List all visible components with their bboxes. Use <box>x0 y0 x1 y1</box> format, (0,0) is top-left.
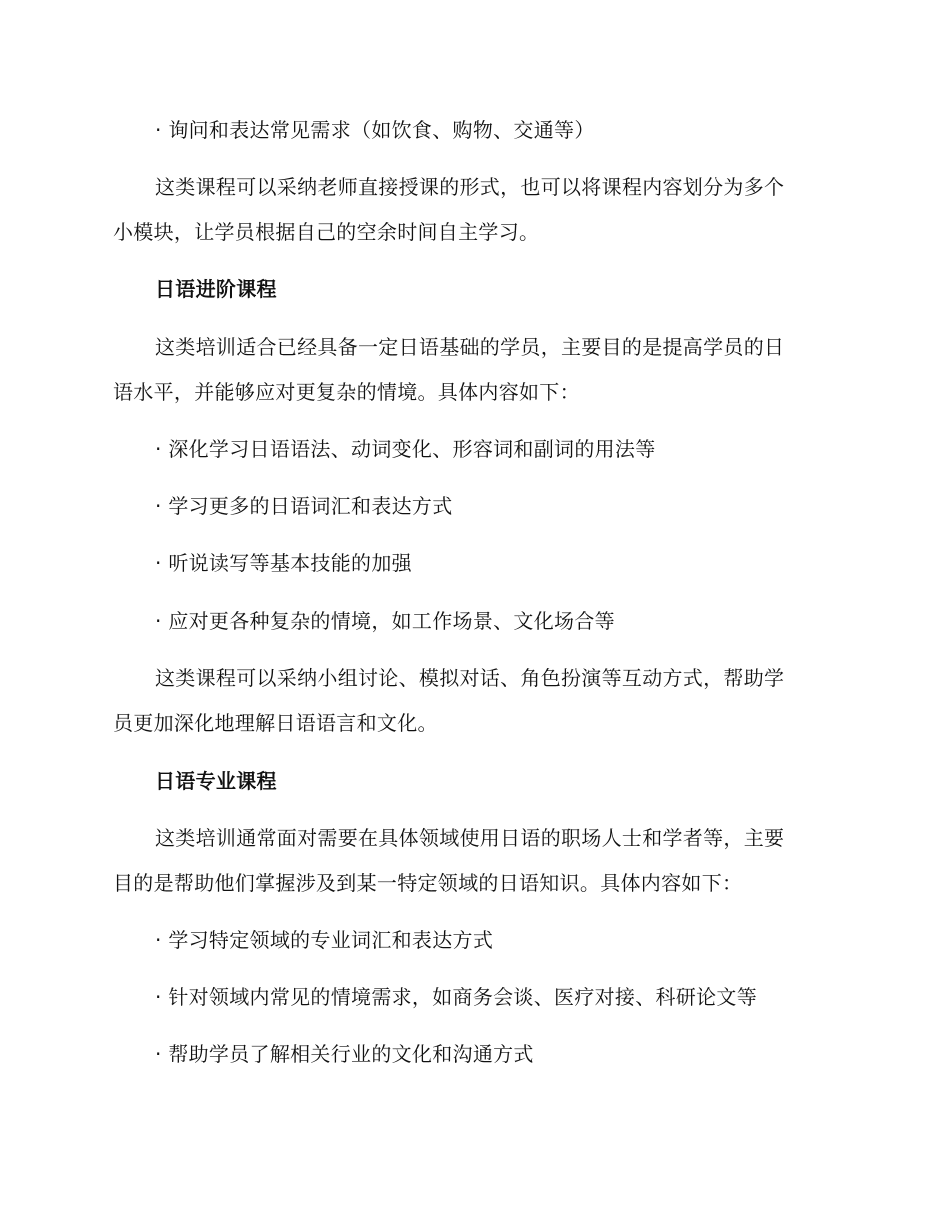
bullet-item: · 学习特定领域的专业词汇和表达方式 <box>155 928 494 952</box>
paragraph-line: 这类课程可以采纳老师直接授课的形式，也可以将课程内容划分为多个 <box>155 175 785 199</box>
bullet-item: · 帮助学员了解相关行业的文化和沟通方式 <box>155 1042 534 1066</box>
bullet-item: · 深化学习日语语法、动词变化、形容词和副词的用法等 <box>155 437 656 461</box>
section-heading-professional: 日语专业课程 <box>155 769 277 793</box>
paragraph-line: 员更加深化地理解日语语言和文化。 <box>113 711 438 735</box>
bullet-item: · 学习更多的日语词汇和表达方式 <box>155 494 453 518</box>
paragraph-line: 这类培训适合已经具备一定日语基础的学员，主要目的是提高学员的日 <box>155 335 785 359</box>
section-heading-advanced: 日语进阶课程 <box>155 277 277 301</box>
paragraph-line: 小模块，让学员根据自己的空余时间自主学习。 <box>113 220 540 244</box>
bullet-item: · 询问和表达常见需求（如饮食、购物、交通等） <box>155 118 595 142</box>
bullet-item: · 听说读写等基本技能的加强 <box>155 551 412 575</box>
bullet-item: · 应对更各种复杂的情境，如工作场景、文化场合等 <box>155 609 615 633</box>
paragraph-line: 这类课程可以采纳小组讨论、模拟对话、角色扮演等互动方式，帮助学 <box>155 666 785 690</box>
paragraph-line: 这类培训通常面对需要在具体领域使用日语的职场人士和学者等，主要 <box>155 826 785 850</box>
paragraph-line: 目的是帮助他们掌握涉及到某一特定领域的日语知识。具体内容如下： <box>113 871 743 895</box>
paragraph-line: 语水平，并能够应对更复杂的情境。具体内容如下： <box>113 380 580 404</box>
bullet-item: · 针对领域内常见的情境需求，如商务会谈、医疗对接、科研论文等 <box>155 985 758 1009</box>
